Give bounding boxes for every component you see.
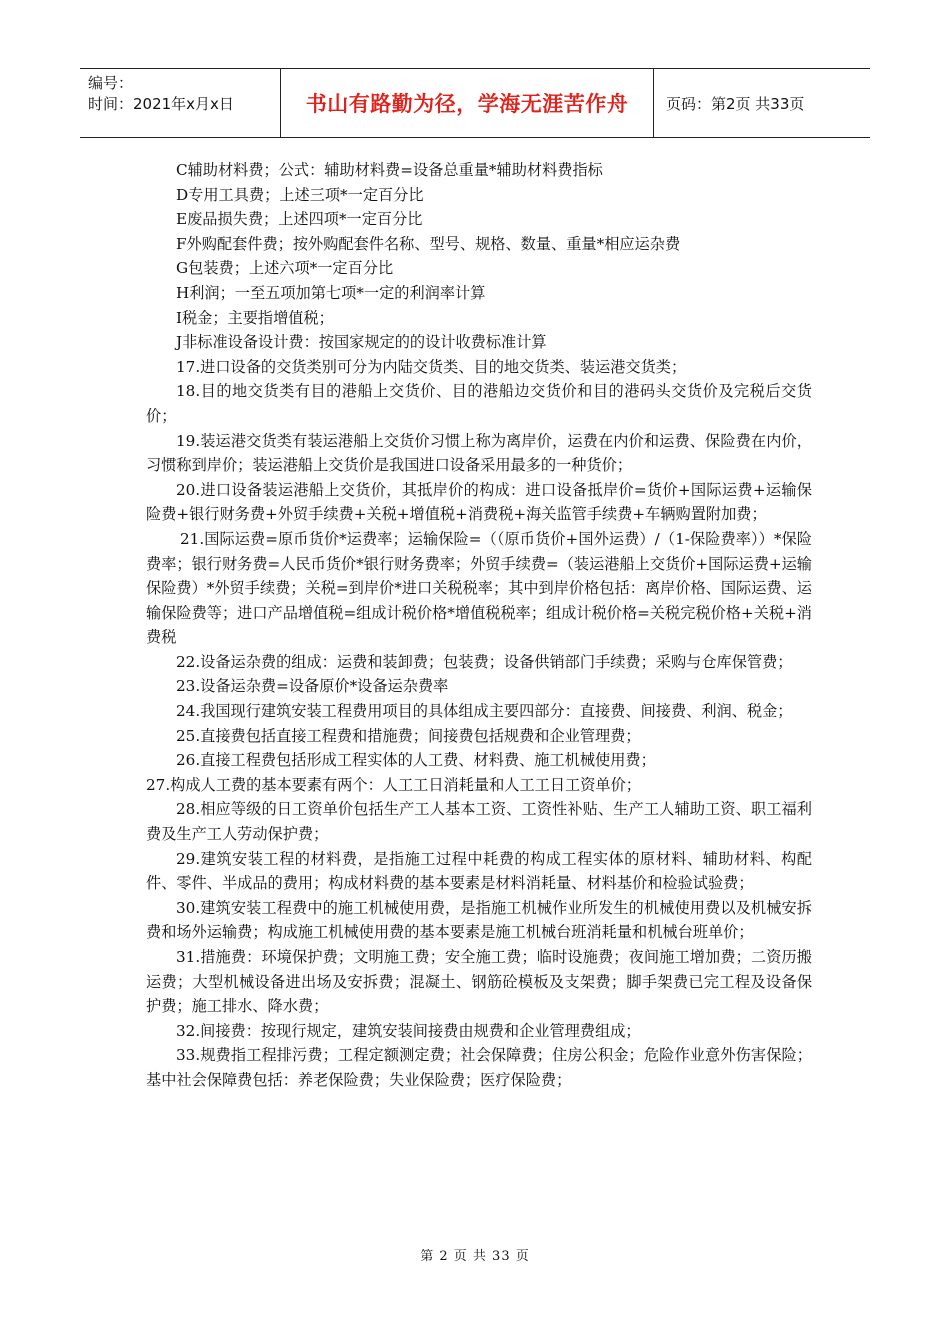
- paragraph: 23.设备运杂费=设备原价*设备运杂费率: [176, 677, 449, 696]
- paragraph: 26.直接工程费包括形成工程实体的人工费、材料费、施工机械使用费；: [176, 751, 656, 770]
- paragraph: F外购配套件费；按外购配套件名称、型号、规格、数量、重量*相应运杂费: [176, 234, 681, 253]
- paragraph: 31.措施费：环境保护费；文明施工费；安全施工费；临时设施费；夜间施工增加费；二资历搬运费；大型机械设备进出场及安拆费；混凝土、钢筋砼模板及支架费；脚手架费已完工程及设备保护费；施工排水、降水费；: [146, 948, 812, 1016]
- paragraph: G包装费；上述六项*一定百分比: [176, 259, 394, 278]
- paragraph: 18.目的地交货类有目的港船上交货价、目的港船边交货价和目的港码头交货价及完税后交货价；: [146, 382, 812, 425]
- document-date: 时间：2021年x月x日: [88, 95, 234, 113]
- paragraph: 32.间接费：按现行规定，建筑安装间接费由规费和企业管理费组成；: [176, 1021, 641, 1040]
- paragraph: 25.直接费包括直接工程费和措施费；间接费包括规费和企业管理费；: [176, 726, 641, 745]
- paragraph: 28.相应等级的日工资单价包括生产工人基本工资、工资性补贴、生产工人辅助工资、职工福利费及生产工人劳动保护费；: [146, 800, 812, 844]
- paragraph: 19.装运港交货类有装运港船上交货价习惯上称为离岸价，运费在内价和运费、保险费在内价，习惯称到岸价；装运港船上交货价是我国进口设备采用最多的一种货价；: [146, 431, 812, 475]
- paragraph: 20.进口设备装运港船上交货价，其抵岸价的构成：进口设备抵岸价=货价+国际运费+运输保险费+银行财务费+外贸手续费+关税+增值税+消费税+海关监管手续费+车辆购置附加费；: [146, 480, 812, 524]
- paragraph: I税金；主要指增值税；: [176, 308, 334, 327]
- page-header: [80, 68, 870, 138]
- paragraph: D专用工具费；上述三项*一定百分比: [176, 185, 424, 204]
- paragraph: E废品损失费；上述四项*一定百分比: [176, 210, 423, 229]
- paragraph: 22.设备运杂费的组成：运费和装卸费；包装费；设备供销部门手续费；采购与仓库保管费；: [176, 652, 793, 671]
- paragraph: 21.国际运费=原币货价*运费率；运输保险=（（原币货价+国外运费）/（1-保险费率））*保险费率；银行财务费=人民币货价*银行财务费率；外贸手续费=（装运港船上交货价+国际运费+运输保险费）*外贸手续费；关税=到岸价*进口关税税率；其中到岸价格包括：离岸价格、国际运费、运输保险费等；进口产品增值税=组成计税价格*增值税税率；组成计税价格=关税完税价格+关税+消费税: [146, 529, 812, 647]
- header-meta: [80, 69, 281, 137]
- header-page-code: 页码：第2页 共33页: [666, 94, 805, 113]
- paragraph: J非标准设备设计费：按国家规定的的设计收费标准计算: [176, 333, 547, 352]
- page-footer: 第 2 页 共 33 页: [420, 1249, 530, 1264]
- paragraph: C辅助材料费；公式：辅助材料费=设备总重量*辅助材料费指标: [176, 161, 603, 179]
- paragraph: 27.构成人工费的基本要素有两个：人工工日消耗量和人工工日工资单价；: [146, 775, 641, 794]
- document-number-label: 编号：: [88, 74, 134, 92]
- paragraph: 17.进口设备的交货类别可分为内陆交货类、目的地交货类、装运港交货类；: [176, 357, 687, 376]
- paragraph: 29.建筑安装工程的材料费，是指施工过程中耗费的构成工程实体的原材料、辅助材料、构配件、零件、半成品的费用；构成材料费的基本要素是材料消耗量、材料基价和检验试验费；: [146, 849, 812, 893]
- header-motto: 书山有路勤为径，学海无涯苦作舟: [281, 69, 654, 137]
- paragraph: 30.建筑安装工程费中的施工机械使用费，是指施工机械作业所发生的机械使用费以及机械安拆费和场外运输费；构成施工机械使用费的基本要素是施工机械台班消耗量和机械台班单价；: [146, 898, 812, 942]
- document-body: [146, 158, 812, 1093]
- paragraph: 24.我国现行建筑安装工程费用项目的具体组成主要四部分：直接费、间接费、利润、税金；: [176, 702, 793, 721]
- paragraph: 33.规费指工程排污费；工程定额测定费；社会保障费；住房公积金；危险作业意外伤害保险；基中社会保障费包括：养老保险费；失业保险费；医疗保险费；: [146, 1046, 812, 1089]
- paragraph: H利润；一至五项加第七项*一定的利润率计算: [176, 283, 486, 302]
